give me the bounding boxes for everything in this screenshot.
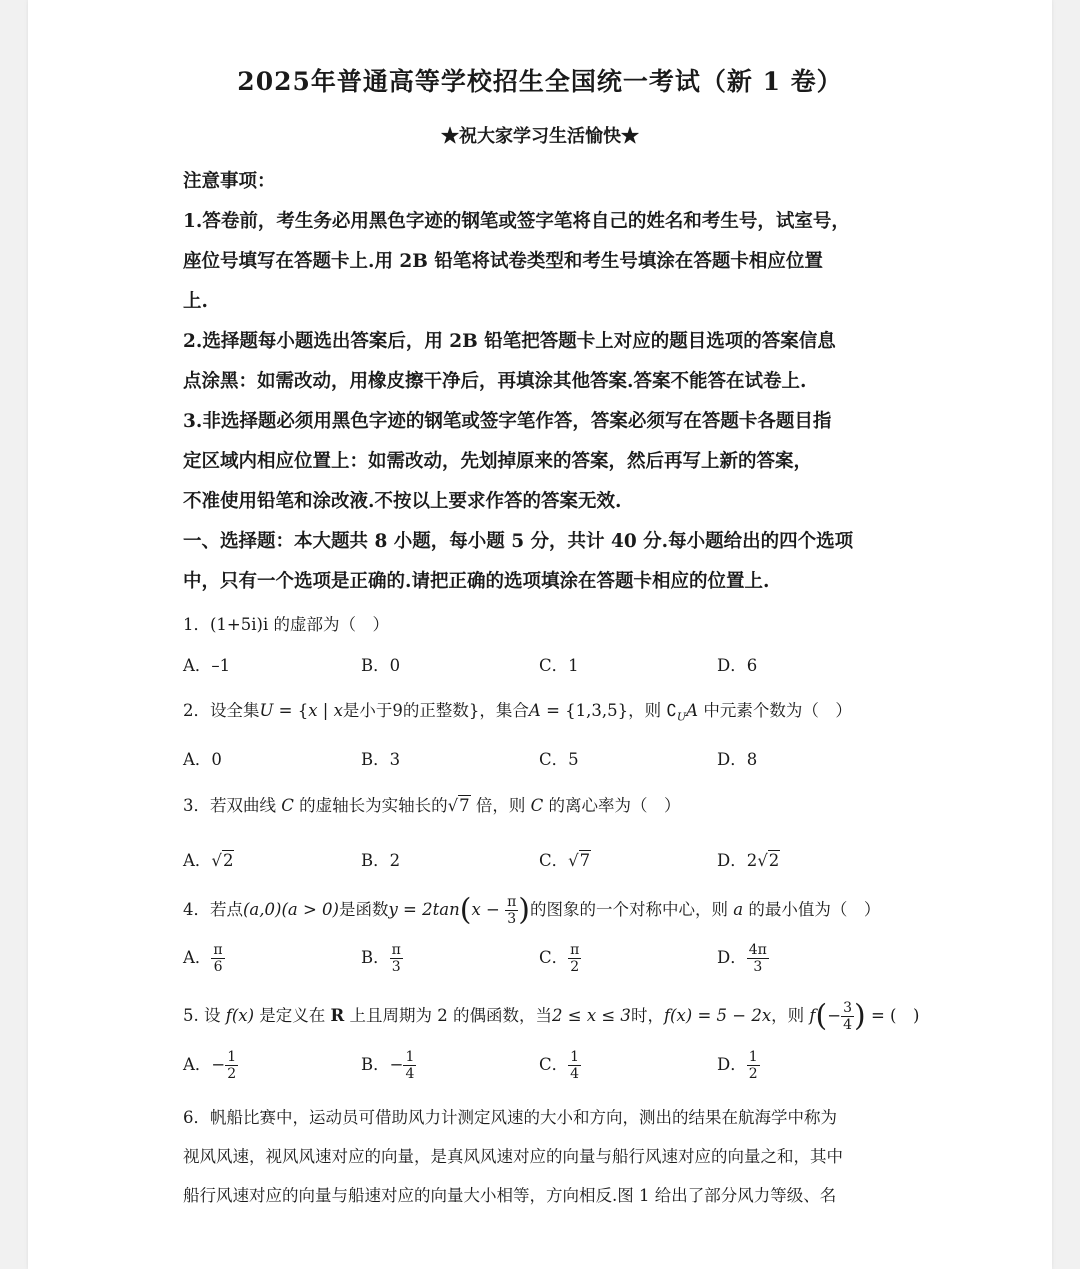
section-heading: 一、选择题：本大题共 8 小题，每小题 5 分，共计 40 分.每小题给出的四个选项 bbox=[183, 531, 854, 552]
minus-sign: − bbox=[827, 1006, 842, 1025]
math-var: x bbox=[333, 701, 343, 720]
numerator: 1 bbox=[227, 1049, 237, 1065]
denominator: 4 bbox=[405, 1066, 415, 1083]
question-number: 1． bbox=[183, 615, 210, 634]
exam-page bbox=[28, 0, 1052, 1269]
option-c bbox=[539, 942, 581, 975]
numerator: 3 bbox=[843, 999, 852, 1016]
math-var: A bbox=[686, 701, 699, 720]
notice-line: 2.选择题每小题选出答案后，用 2B 铅笔把答题卡上对应的题目选项的答案信息 bbox=[183, 331, 836, 352]
denominator: 2 bbox=[748, 1066, 758, 1083]
option-label: C． bbox=[539, 851, 569, 870]
minus-sign: − bbox=[211, 1055, 226, 1075]
math-var: U bbox=[676, 710, 687, 724]
question-number: 2． bbox=[183, 701, 210, 720]
sqrt-argument: 7 bbox=[579, 851, 591, 870]
denominator: 3 bbox=[391, 959, 401, 976]
denominator: 4 bbox=[570, 1066, 580, 1083]
page-title: 2025年普通高等学校招生全国统一考试（新 1 卷） bbox=[237, 67, 843, 96]
option-label: B． bbox=[361, 948, 390, 968]
math-var: C bbox=[281, 796, 294, 815]
option-c: C．1 bbox=[539, 656, 579, 675]
option-label: C． bbox=[539, 1055, 569, 1075]
question-text: = ( ) bbox=[865, 1006, 920, 1025]
math-var: x bbox=[308, 701, 318, 720]
question-text: ，则 bbox=[771, 1006, 810, 1025]
question-text: 时， bbox=[630, 1006, 664, 1025]
option-a bbox=[183, 942, 225, 975]
coefficient: 2 bbox=[746, 851, 758, 870]
question-text: 设全集 bbox=[210, 701, 260, 720]
numerator: 1 bbox=[405, 1049, 415, 1065]
question-6-line: 6．帆船比赛中，运动员可借助风力计测定风速的大小和方向，测出的结果在航海学中称为 bbox=[183, 1108, 837, 1127]
math-var: A bbox=[528, 701, 541, 720]
math-expression: } bbox=[468, 701, 480, 720]
denominator: 4 bbox=[843, 1017, 852, 1033]
math-expression: 是小于9的正整数 bbox=[342, 701, 469, 720]
question-text: 的图象的一个对称中心，则 bbox=[529, 900, 734, 919]
math-expression: (1+5i)i bbox=[210, 615, 269, 634]
numerator: π bbox=[570, 942, 580, 958]
question-1 bbox=[183, 611, 903, 635]
option-label: D． bbox=[717, 851, 747, 870]
option-label: D． bbox=[717, 948, 747, 968]
sqrt-sign: √ bbox=[211, 851, 222, 870]
math-expression: | bbox=[317, 701, 334, 720]
question-2 bbox=[183, 697, 903, 723]
question-3 bbox=[183, 792, 903, 816]
notice-line: 定区域内相应位置上：如需改动，先划掉原来的答案，然后再写上新的答案， bbox=[183, 451, 813, 472]
section-heading: 中，只有一个选项是正确的.请把正确的选项填涂在答题卡相应的位置上. bbox=[183, 571, 770, 592]
math-expression: 2 ≤ x ≤ 3 bbox=[552, 1006, 631, 1025]
denominator: 6 bbox=[213, 959, 223, 976]
option-label: A． bbox=[183, 851, 212, 870]
sqrt-sign: √ bbox=[757, 851, 768, 870]
question-text: 的虚部为（ ） bbox=[268, 615, 389, 634]
option-b: B．2 bbox=[361, 851, 401, 870]
option-b bbox=[361, 942, 403, 975]
option-a bbox=[183, 847, 234, 871]
denominator: 3 bbox=[507, 911, 517, 927]
math-set: R bbox=[330, 1006, 345, 1025]
math-expression: = {1,3,5} bbox=[540, 701, 629, 720]
math-expression: f(x) bbox=[225, 1006, 255, 1025]
math-expression: y = 2tan bbox=[388, 900, 460, 919]
question-number: 3． bbox=[183, 796, 210, 815]
notice-line: 座位号填写在答题卡上.用 2B 铅笔将试卷类型和考生号填涂在答题卡相应位置 bbox=[183, 251, 823, 272]
sqrt-sign: √ bbox=[568, 851, 579, 870]
sqrt-argument: 2 bbox=[768, 851, 780, 870]
numerator: 1 bbox=[748, 1049, 758, 1065]
option-d: D．8 bbox=[717, 750, 758, 769]
question-5 bbox=[183, 994, 920, 1039]
fraction bbox=[505, 894, 518, 927]
option-b: B．0 bbox=[361, 656, 401, 675]
fraction bbox=[747, 942, 769, 975]
question-text: 的虚轴长为实轴长的 bbox=[293, 796, 448, 815]
option-label: A． bbox=[183, 948, 212, 968]
question-6-line: 船行风速对应的向量与船速对应的向量大小相等，方向相反.图 1 给出了部分风力等级、名 bbox=[183, 1186, 837, 1205]
sqrt-argument: 7 bbox=[459, 796, 470, 815]
option-c bbox=[539, 1049, 581, 1082]
question-text: ，集合 bbox=[479, 701, 529, 720]
option-label: A． bbox=[183, 1055, 212, 1075]
math-var: U bbox=[259, 701, 274, 720]
right-paren: ) bbox=[853, 998, 866, 1034]
option-a bbox=[183, 1049, 238, 1082]
option-d bbox=[717, 942, 769, 975]
math-expression: = { bbox=[273, 701, 309, 720]
fraction bbox=[225, 1049, 238, 1082]
fraction bbox=[403, 1049, 416, 1082]
right-paren: ) bbox=[518, 892, 530, 928]
fraction bbox=[841, 1000, 854, 1033]
fraction bbox=[211, 942, 224, 975]
fraction bbox=[390, 942, 403, 975]
sqrt-argument: 2 bbox=[222, 851, 234, 870]
option-b bbox=[361, 1049, 416, 1082]
sqrt-sign: √ bbox=[447, 796, 459, 815]
notice-heading: 注意事项： bbox=[183, 171, 276, 192]
question-text: 若点 bbox=[210, 900, 243, 919]
math-expression: x − bbox=[471, 900, 506, 919]
option-b: B．3 bbox=[361, 750, 401, 769]
math-var: a bbox=[733, 900, 744, 919]
option-d: D．6 bbox=[717, 656, 758, 675]
math-expression: f bbox=[809, 1006, 816, 1025]
math-expression: ∁ bbox=[666, 701, 677, 720]
option-d bbox=[717, 1049, 760, 1082]
question-text: 是定义在 bbox=[254, 1006, 331, 1025]
math-expression: (a,0)(a > 0) bbox=[243, 900, 339, 919]
question-number: 5. bbox=[183, 1006, 199, 1025]
numerator: 4π bbox=[748, 942, 767, 958]
minus-sign: − bbox=[389, 1055, 404, 1075]
numerator: π bbox=[391, 942, 401, 958]
denominator: 3 bbox=[753, 959, 763, 976]
notice-line: 1.答卷前，考生务必用黑色字迹的钢笔或签字笔将自己的姓名和考生号，试室号， bbox=[183, 211, 850, 232]
math-expression: f(x) = 5 − 2x bbox=[663, 1006, 772, 1025]
question-text: 若双曲线 bbox=[210, 796, 282, 815]
question-text: 上且周期为 2 的偶函数，当 bbox=[344, 1006, 552, 1025]
notice-line: 3.非选择题必须用黑色字迹的钢笔或签字笔作答，答案必须写在答题卡各题目指 bbox=[183, 411, 832, 432]
fraction bbox=[568, 942, 581, 975]
left-paren: ( bbox=[459, 892, 472, 928]
math-var: C bbox=[530, 796, 544, 815]
question-text: 设 bbox=[198, 1006, 226, 1025]
question-text: 倍，则 bbox=[470, 796, 531, 815]
option-d bbox=[717, 847, 780, 871]
denominator: 2 bbox=[570, 959, 580, 976]
page-subtitle: ★祝大家学习生活愉快★ bbox=[441, 126, 639, 147]
option-c bbox=[539, 847, 591, 871]
question-text: 中元素个数为（ ） bbox=[698, 701, 852, 720]
denominator: 2 bbox=[227, 1066, 237, 1083]
notice-line: 上. bbox=[183, 291, 208, 312]
fraction bbox=[568, 1049, 581, 1082]
notice-line: 不准使用铅笔和涂改液.不按以上要求作答的答案无效. bbox=[183, 491, 622, 512]
question-text: 是函数 bbox=[338, 900, 389, 919]
question-text: 的最小值为（ ） bbox=[743, 900, 881, 919]
question-4 bbox=[183, 888, 903, 933]
question-text: ，则 bbox=[628, 701, 667, 720]
numerator: π bbox=[213, 942, 223, 958]
numerator: 1 bbox=[570, 1049, 580, 1065]
question-number: 4． bbox=[183, 900, 210, 919]
option-c: C．5 bbox=[539, 750, 579, 769]
fraction bbox=[747, 1049, 760, 1082]
left-paren: ( bbox=[815, 998, 828, 1034]
option-label: C． bbox=[539, 948, 569, 968]
question-text: 的离心率为（ ） bbox=[543, 796, 681, 815]
option-a: A．–1 bbox=[183, 656, 231, 675]
option-a: A．0 bbox=[183, 750, 222, 769]
option-label: D． bbox=[717, 1055, 747, 1075]
question-6-line: 视风风速，视风风速对应的向量，是真风风速对应的向量与船行风速对应的向量之和，其中 bbox=[183, 1147, 843, 1166]
numerator: π bbox=[507, 893, 517, 910]
option-label: B． bbox=[361, 1055, 390, 1075]
notice-line: 点涂黑：如需改动，用橡皮擦干净后，再填涂其他答案.答案不能答在试卷上. bbox=[183, 371, 807, 392]
